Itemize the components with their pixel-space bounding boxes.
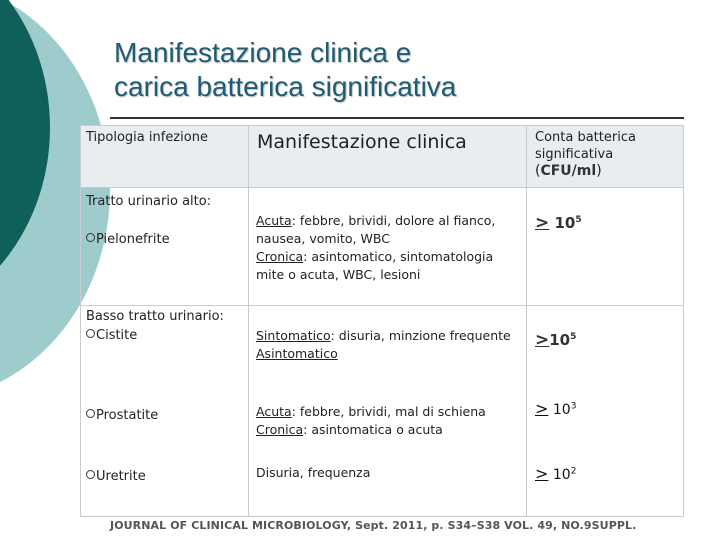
row-type-cistite: Cistite [86,327,246,345]
row-manifestation-uretrite: Disuria, frequenza [256,465,371,480]
row-manifestation-prostatite: Acuta: febbre, brividi, mal di schiena Cronica: asintomatica o acuta [256,404,486,437]
row-divider [80,125,684,126]
column-divider [80,125,81,517]
row-count-prostatite: > $10^3$ [535,399,577,418]
title-line-2: carica batterica significativa [114,71,457,102]
citation-footer: JOURNAL OF CLINICAL MICROBIOLOGY, Sept. 2011, p. S34–S38 VOL. 49, NO.9SUPPL. [110,519,637,532]
row-count-pielonefrite: > $10^5$ [535,213,582,233]
row-divider [80,305,684,306]
header-unit: CFU/ml [540,163,597,179]
column-divider [526,125,527,517]
bullet-icon [86,409,95,418]
group-lower-tract: Basso tratto urinario: [86,309,224,324]
row-count-uretrite: > $10^2$ [535,464,577,483]
header-tipologia: Tipologia infezione [86,130,208,145]
group-upper-tract: Tratto urinario alto: [86,194,212,209]
row-divider [80,187,684,188]
title-underline [110,117,684,119]
header-manifestazione: Manifestazione clinica [257,131,467,153]
header-conta: Conta batterica significativa (CFU/ml) [535,130,636,179]
row-divider [80,516,684,517]
bullet-icon [86,470,95,479]
row-manifestation-cistite: Sintomatico: disuria, minzione frequente Asintomatico [256,328,511,361]
slide-title [114,36,456,104]
row-count-cistite: $>10^5$ [535,330,577,350]
column-divider [683,125,684,517]
bullet-icon [86,329,95,338]
row-manifestation-pielonefrite: Acuta: febbre, brividi, dolore al fianco, nausea, vomito, WBC Cronica: asintomatico, sintomatologia mite o acuta, WBC, lesioni [256,213,496,282]
infection-table [80,125,684,517]
column-divider [248,125,249,517]
row-type-uretrite: Uretrite [86,468,246,486]
row-type-prostatite: Prostatite [86,407,246,425]
row-type-pielonefrite: Pielonefrite [86,231,246,249]
bullet-icon [86,233,95,242]
title-line-1: Manifestazione clinica e [114,37,412,68]
